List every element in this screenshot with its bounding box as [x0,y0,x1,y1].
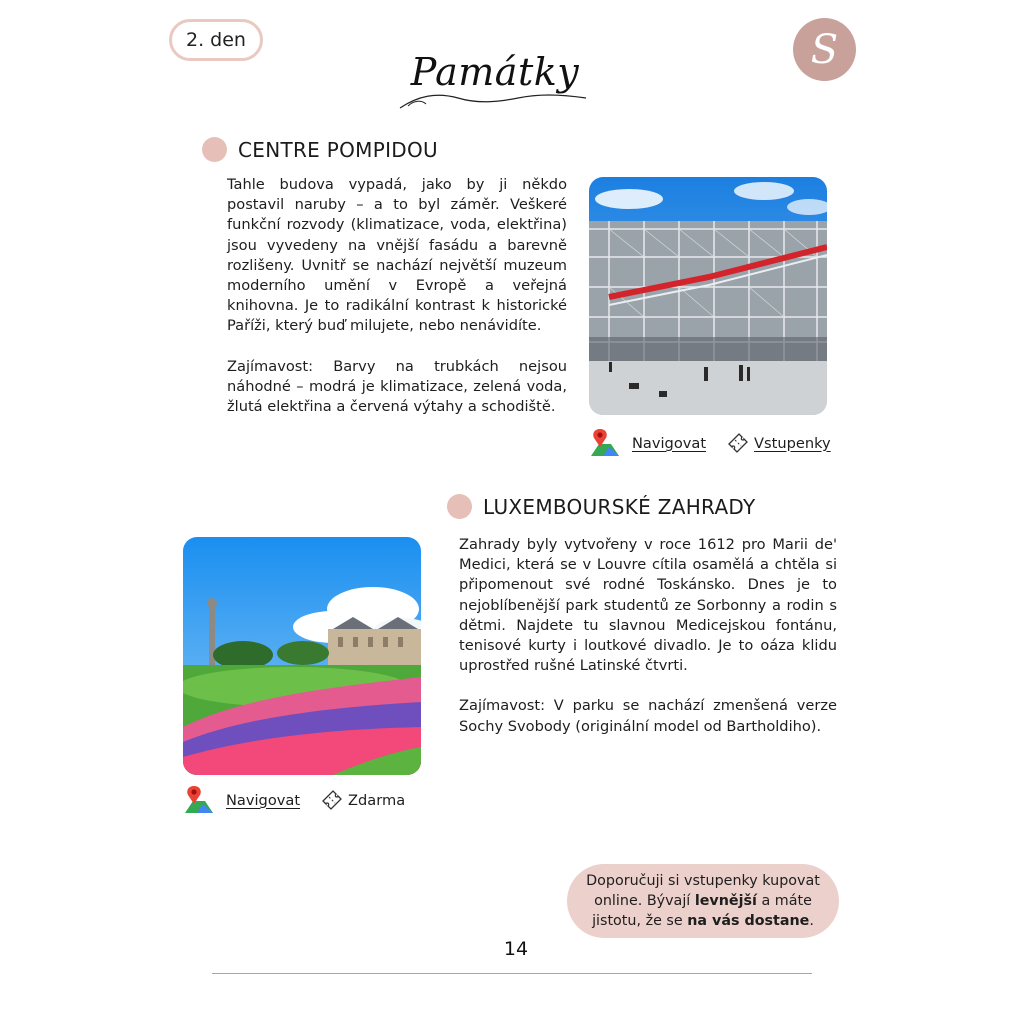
tip-bold-cheaper: levnější [694,893,757,909]
navigate-link[interactable]: Navigovat [226,791,301,809]
ticket-icon [726,431,750,455]
ticket-icon [320,788,344,812]
section-heading-pompidou [202,137,438,162]
tip-text: Doporučuji si vstupenky kupovat online. Bývají [586,873,820,909]
tip-bubble [567,864,839,938]
brand-logo [793,18,856,81]
section-body-pompidou [227,175,567,417]
map-pin-icon[interactable] [589,428,621,458]
heading-dot [202,137,227,162]
photo-luxembourg-gardens [183,537,421,775]
navigate-link[interactable]: Navigovat [632,434,707,452]
tip-text: . [809,913,814,929]
tip-bold-admission: na vás dostane [687,913,810,929]
paragraph-fun-fact: Zajímavost: V parku se nachází zmenšená verze Sochy Svobody (originální model od Bartholdiho). [459,697,837,735]
day-badge [169,19,263,61]
tip-text: a máte jistotu, že se [592,893,812,929]
links-row-luxembourg [183,785,405,815]
title-flourish-icon [398,88,588,112]
footer-divider [212,973,812,974]
page-number: 14 [503,938,529,960]
paragraph-description: Tahle budova vypadá, jako by ji někdo postavil naruby – a to byl záměr. Veškeré funkční rozvody (klimatizace, voda, elektřina) jsou vyvedeny na vnější fasádu a barevně rozlišeny. Uvnitř se nachází největší muzeum moderního umění v Evropě a veřejná knihovna. Je to radikální kontrast k historické Paříži, který buď milujete, nebo nenávidíte. [227,176,567,335]
paragraph-description: Zahrady byly vytvořeny v roce 1612 pro Marii de' Medici, která se v Louvre cítila osamělá a chtěla si připomenout své rodné Toskánsko. Dnes je to nejoblíbenější park studentů ze Sorbonny a rodin s dětmi. Najdete tu slavnou Medicejskou fontánu, tenisové kurty i loutkové divadlo. Je to oáza klidu uprostřed rušné Latinské čtvrti. [459,536,837,675]
page-title: Památky [410,50,580,94]
day-label: 2. den [186,29,246,51]
heading-dot [447,494,472,519]
links-row-pompidou [589,428,831,458]
photo-centre-pompidou [589,177,827,415]
tickets-link[interactable]: Vstupenky [754,434,831,452]
free-entry-label: Zdarma [348,791,406,809]
section-body-luxembourg [459,535,837,737]
section-title: CENTRE POMPIDOU [238,137,438,162]
map-pin-icon[interactable] [183,785,215,815]
section-heading-luxembourg [447,494,756,519]
paragraph-fun-fact: Zajímavost: Barvy na trubkách nejsou náhodné – modrá je klimatizace, zelená voda, žlutá elektřina a červená výtahy a schodiště. [227,357,567,416]
section-title: LUXEMBOURSKÉ ZAHRADY [483,494,756,519]
logo-letter: S [810,26,839,73]
